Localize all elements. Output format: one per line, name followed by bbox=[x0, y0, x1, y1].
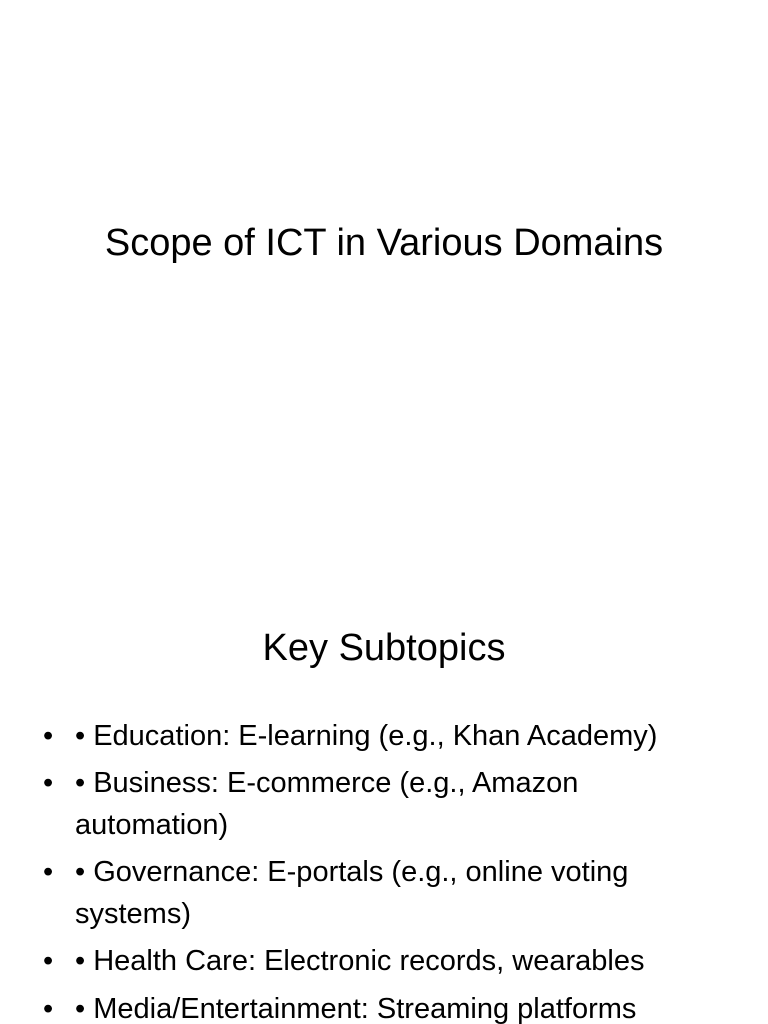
slide-title: Scope of ICT in Various Domains bbox=[104, 222, 664, 264]
bullet-text: • Education: E-learning (e.g., Khan Academy) bbox=[75, 720, 658, 752]
bullet-icon: • bbox=[43, 992, 54, 1024]
bullet-icon: • bbox=[43, 767, 54, 800]
bullet-list bbox=[0, 716, 768, 1024]
list-item bbox=[0, 989, 768, 1024]
list-item bbox=[0, 763, 768, 846]
slide-heading: Key Subtopics bbox=[262, 627, 506, 669]
bullet-icon: • bbox=[43, 720, 54, 752]
bullet-icon: • bbox=[43, 856, 54, 889]
list-item bbox=[0, 941, 768, 982]
content-slide bbox=[0, 576, 768, 1024]
bullet-text: • Media/Entertainment: Streaming platforms bbox=[75, 992, 637, 1024]
bullet-text: • Health Care: Electronic records, wearables bbox=[75, 945, 645, 978]
bullet-text: • Business: E-commerce (e.g., Amazon automation) bbox=[75, 767, 579, 841]
bullet-icon: • bbox=[43, 945, 54, 978]
bullet-text: • Governance: E-portals (e.g., online voting systems) bbox=[75, 856, 629, 930]
list-item bbox=[0, 852, 768, 935]
list-item bbox=[0, 716, 768, 757]
